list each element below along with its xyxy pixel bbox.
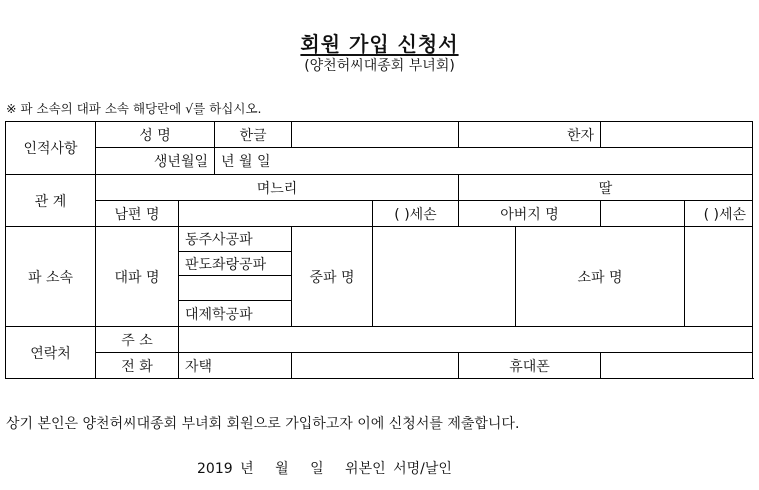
middle-faction-field[interactable] (373, 227, 516, 327)
name-label: 성 명 (96, 122, 215, 148)
husband-name-field[interactable] (179, 201, 373, 227)
phone-row (6, 353, 753, 379)
birth-row (6, 148, 753, 175)
address-row (6, 327, 753, 353)
address-field[interactable] (179, 327, 753, 353)
faction-label: 파 소속 (6, 227, 96, 327)
signature-day-unit: 일 (310, 461, 324, 477)
signature-year: 2019 (197, 461, 233, 477)
relation-type-row (6, 175, 753, 201)
hangul-label: 한글 (215, 122, 292, 148)
phone-label: 전 화 (96, 353, 179, 379)
contact-label: 연락처 (6, 327, 96, 379)
signature-year-unit: 년 (240, 461, 254, 477)
hangul-field[interactable] (292, 122, 459, 148)
form-title (0, 28, 759, 57)
home-phone-label: 자택 (179, 353, 292, 379)
hanja-label: 한자 (459, 122, 601, 148)
daughter-option[interactable]: 딸 (459, 175, 753, 201)
signature-line (197, 458, 452, 478)
husband-generation-field[interactable]: ( )세손 (373, 201, 459, 227)
faction-row-1 (6, 227, 753, 252)
home-phone-field[interactable] (292, 353, 459, 379)
father-generation-field[interactable]: ( )세손 (685, 201, 753, 227)
daughter-in-law-option[interactable]: 며느리 (96, 175, 459, 201)
signature-month-unit: 월 (275, 461, 289, 477)
father-name-field[interactable] (601, 201, 685, 227)
application-form-table (5, 121, 753, 379)
husband-name-label: 남편 명 (96, 201, 179, 227)
faction-option-3[interactable] (179, 276, 292, 301)
name-row (6, 122, 753, 148)
birth-label: 생년월일 (96, 148, 215, 175)
birth-field[interactable]: 년 월 일 (215, 148, 753, 175)
membership-statement: 상기 본인은 양천허씨대종회 부녀회 회원으로 가입하고자 이에 신청서를 제출합니다. (6, 416, 520, 432)
faction-option-1[interactable]: 동주사공파 (179, 227, 292, 252)
form-title-text: 회원 가입 신청서 (300, 32, 459, 56)
minor-faction-field[interactable] (685, 227, 753, 327)
faction-option-2[interactable]: 판도좌랑공파 (179, 252, 292, 276)
relation-label: 관 계 (6, 175, 96, 227)
mobile-phone-field[interactable] (601, 353, 753, 379)
form-subtitle: (양천허씨대종회 부녀회) (304, 58, 455, 74)
relation-names-row (6, 201, 753, 227)
instruction-note: ※ 파 소속의 대파 소속 해당란에 √를 하십시오. (6, 101, 262, 116)
middle-faction-label: 중파 명 (292, 227, 373, 327)
personal-label: 인적사항 (6, 122, 96, 175)
hanja-field[interactable] (601, 122, 753, 148)
father-name-label: 아버지 명 (459, 201, 601, 227)
faction-option-4[interactable]: 대제학공파 (179, 301, 292, 327)
major-faction-label: 대파 명 (96, 227, 179, 327)
mobile-phone-label: 휴대폰 (459, 353, 601, 379)
signer-label: 위본인 서명/날인 (345, 461, 452, 477)
minor-faction-label: 소파 명 (516, 227, 685, 327)
address-label: 주 소 (96, 327, 179, 353)
